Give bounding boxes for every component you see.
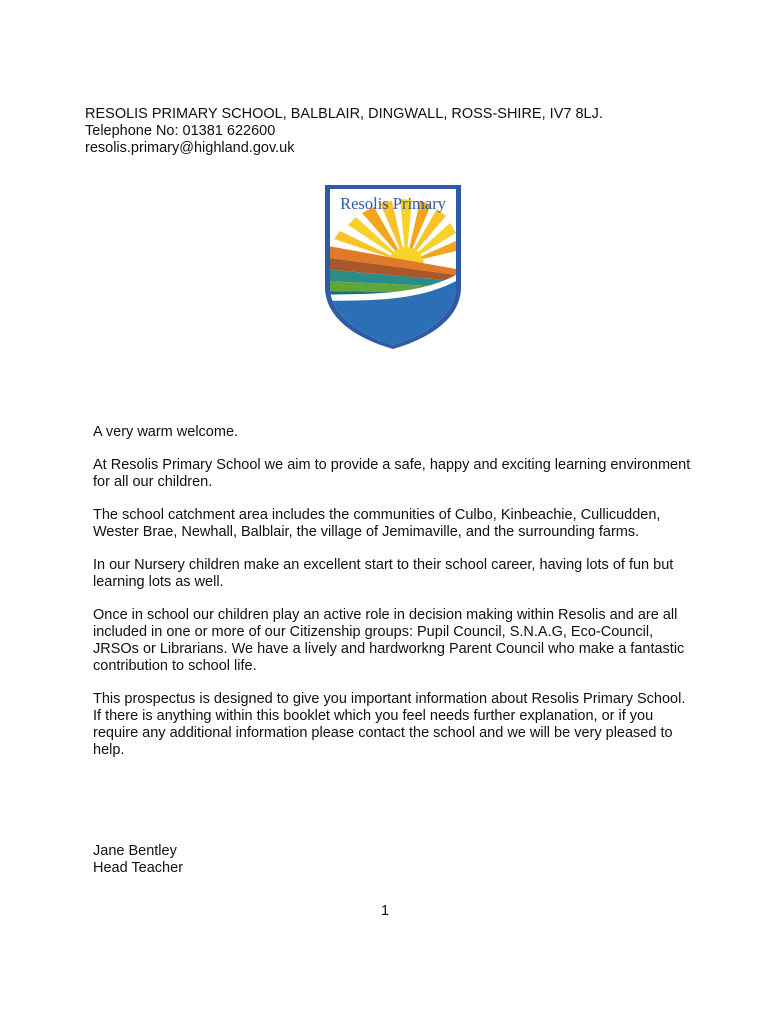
school-email: resolis.primary@highland.gov.uk (85, 140, 295, 156)
logo-title: Resolis Primary (340, 194, 446, 213)
paragraph: In our Nursery children make an excellent start to their school career, having lots of fun but learning lots as well. (93, 557, 674, 590)
paragraph: This prospectus is designed to give you important information about Resolis Primary School. If there is anything within this booklet which you feel needs further explanation, or if you require any additional information please contact the school and we will be very pleased to help. (93, 691, 686, 758)
paragraph: At Resolis Primary School we aim to provide a safe, happy and exciting learning environment for all our children. (93, 457, 691, 490)
paragraph: A very warm welcome. (93, 424, 239, 440)
welcome-letter-body (93, 424, 693, 775)
page-number: 1 (380, 903, 390, 919)
signature-block (93, 843, 183, 877)
paragraph: Once in school our children play an active role in decision making within Resolis and are all included in one or more of our Citizenship groups: Pupil Council, S.N.A.G, Eco-Council, JRSOs or Librarians. We have a lively and hardworkng Parent Council who make a fantastic contribution to school life. (93, 607, 685, 674)
signatory-role: Head Teacher (93, 860, 184, 876)
school-address: RESOLIS PRIMARY SCHOOL, BALBLAIR, DINGWALL, ROSS-SHIRE, IV7 8LJ. (85, 106, 603, 122)
signatory-name: Jane Bentley (93, 843, 177, 859)
school-logo (322, 183, 464, 349)
paragraph: The school catchment area includes the communities of Culbo, Kinbeachie, Cullicudden, Wester Brae, Newhall, Balblair, the village of Jemimaville, and the surrounding farms. (93, 507, 661, 540)
school-telephone: Telephone No: 01381 622600 (85, 123, 276, 139)
school-contact-header (85, 106, 603, 157)
